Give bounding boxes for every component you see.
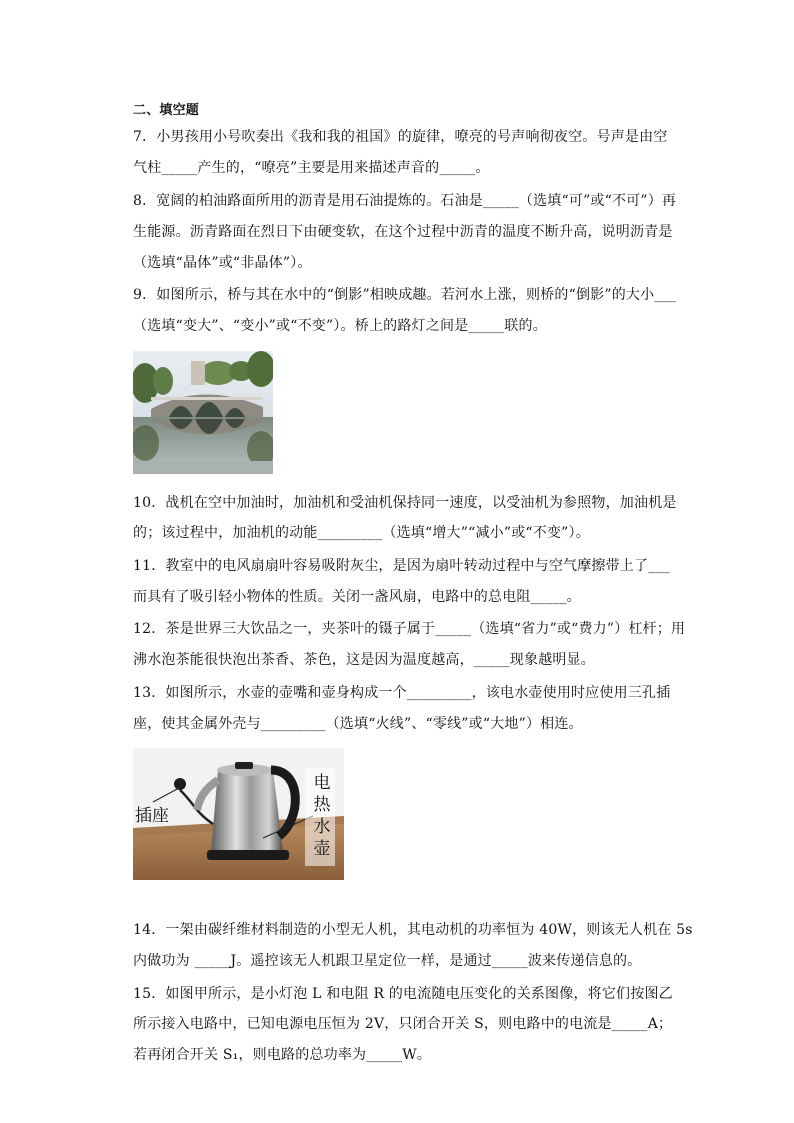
question-13-line-2: 座，使其金属外壳与_________（选填“火线”、“零线”或“大地”）相连。	[133, 716, 583, 732]
question-15-line-2: 所示接入电路中，已知电源电压恒为 2V，只闭合开关 S，则电路中的电流是_____A；	[133, 1016, 673, 1032]
question-9-line-1: 9．如图所示，桥与其在水中的“倒影”相映成趣。若河水上涨，则桥的“倒影”的大小___	[133, 287, 676, 303]
bridge-reflection-photo	[133, 351, 273, 474]
electric-kettle-photo	[133, 740, 344, 880]
question-15-line-3: 若再闭合开关 S₁，则电路的总功率为_____W。	[133, 1047, 432, 1063]
question-13-line-1: 13．如图所示，水壶的壶嘴和壶身构成一个_________，该电水壶使用时应使用三孔插	[133, 685, 671, 701]
kettle-label-char-4: 壶	[313, 839, 331, 859]
kettle-label-char-3: 水	[313, 817, 331, 837]
question-10-line-1: 10．战机在空中加油时，加油机和受油机保持同一速度，以受油机为参照物，加油机是	[133, 495, 677, 511]
kettle-label-char-1: 电	[313, 773, 331, 793]
question-8-line-2: 生能源。沥青路面在烈日下由硬变软，在这个过程中沥青的温度不断升高，说明沥青是	[133, 224, 673, 240]
question-7-line-1: 7．小男孩用小号吹奏出《我和我的祖国》的旋律，嘹亮的号声响彻夜空。号声是由空	[133, 129, 668, 145]
question-10-line-2: 的；该过程中，加油机的动能_________（选填“增大”“减小”或“不变”）。	[133, 525, 590, 541]
kettle-label	[311, 772, 333, 860]
section-heading: 二、填空题	[133, 103, 200, 118]
question-12-line-2: 沸水泡茶能很快泡出茶香、茶色，这是因为温度越高，_____现象越明显。	[133, 652, 595, 668]
socket-label: 插座	[135, 806, 169, 826]
question-12-line-1: 12．茶是世界三大饮品之一，夹茶叶的镊子属于_____（选填“省力”或“费力”）杠杆；用	[133, 621, 686, 637]
question-8-line-1: 8．宽阔的柏油路面所用的沥青是用石油提炼的。石油是_____（选填“可”或“不可”）再	[133, 193, 677, 209]
question-14-line-1: 14．一架由碳纤维材料制造的小型无人机，其电动机的功率恒为 40W，则该无人机在 5s	[133, 922, 693, 938]
question-11-line-1: 11．教室中的电风扇扇叶容易吸附灰尘，是因为扇叶转动过程中与空气摩擦带上了___	[133, 558, 670, 574]
question-15-line-1: 15．如图甲所示，是小灯泡 L 和电阻 R 的电流随电压变化的关系图像，将它们按图乙	[133, 986, 673, 1002]
question-8-line-3: （选填“晶体”或“非晶体”）。	[133, 255, 312, 271]
question-14-line-2: 内做功为 _____J。遥控该无人机跟卫星定位一样，是通过_____波来传递信息的。	[133, 953, 642, 969]
question-9-line-2: （选填“变大”、“变小”或“不变”）。桥上的路灯之间是_____联的。	[133, 318, 547, 334]
kettle-label-char-2: 热	[313, 795, 331, 815]
question-11-line-2: 而具有了吸引轻小物体的性质。关闭一盏风扇，电路中的总电阻_____。	[133, 589, 581, 605]
question-7-line-2: 气柱_____产生的，“嘹亮”主要是用来描述声音的_____。	[133, 160, 490, 176]
